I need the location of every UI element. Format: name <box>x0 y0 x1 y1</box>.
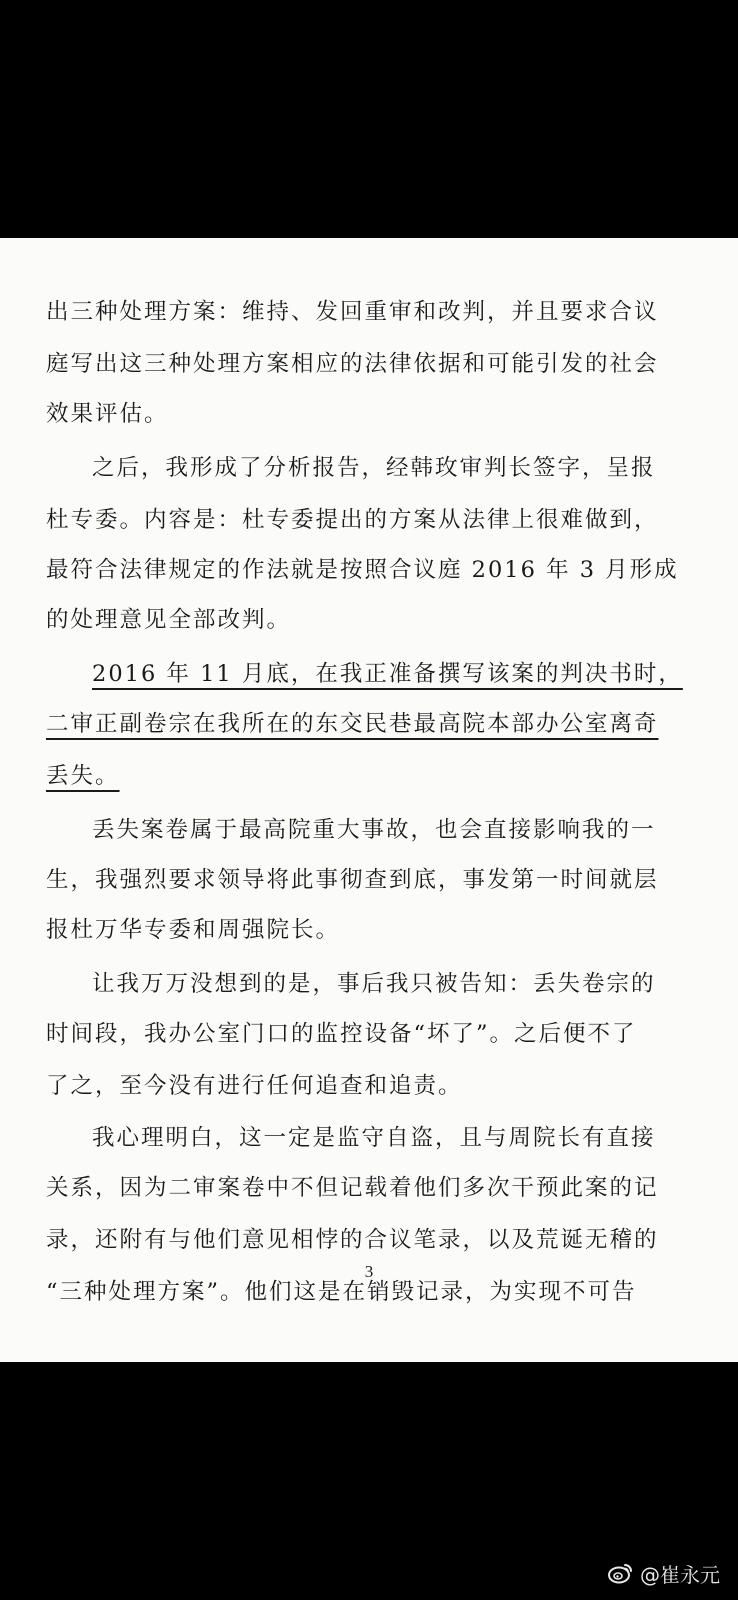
text-line: 2016 年 11 月底，在我正准备撰写该案的判决书时， <box>92 661 683 687</box>
text-line: 二审正副卷宗在我所在的东交民巷最高院本部办公室离奇 <box>46 711 659 737</box>
text-line: 丢失。 <box>46 763 120 789</box>
text-line: 最符合法律规定的作法就是按照合议庭 2016 年 3 月形成 <box>46 557 679 583</box>
text-line: 效果评估。 <box>46 401 169 427</box>
text-line: 录，还附有与他们意见相悖的合议笔录，以及荒诞无稽的 <box>46 1227 659 1253</box>
weibo-logo-icon <box>608 1562 634 1584</box>
text-line: 之后，我形成了分析报告，经韩玫审判长签字，呈报 <box>92 455 656 481</box>
text-line: 生，我强烈要求领导将此事彻查到底，事发第一时间就层 <box>46 867 659 893</box>
text-line: 时间段，我办公室门口的监控设备“坏了”。之后便不了 <box>46 1021 637 1047</box>
text-line: “三种处理方案”。他们这是在销毁记录，为实现不可告 <box>46 1279 637 1305</box>
text-line: 让我万万没想到的是，事后我只被告知：丢失卷宗的 <box>92 971 656 997</box>
text-line: 杜专委。内容是：杜专委提出的方案从法律上很难做到， <box>46 507 659 533</box>
text-line: 关系，因为二审案卷中不但记载着他们多次干预此案的记 <box>46 1175 659 1201</box>
text-line: 我心理明白，这一定是监守自盗，且与周院长有直接 <box>92 1125 656 1151</box>
page-number: 3 <box>364 1262 374 1281</box>
text-line: 了之，至今没有进行任何追查和追责。 <box>46 1073 463 1099</box>
text-line: 报杜万华专委和周强院长。 <box>46 917 341 943</box>
weibo-watermark <box>608 1558 720 1588</box>
text-line: 丢失案卷属于最高院重大事故，也会直接影响我的一 <box>92 817 656 843</box>
text-line: 的处理意见全部改判。 <box>46 607 292 633</box>
text-line: 庭写出这三种处理方案相应的法律依据和可能引发的社会 <box>46 351 659 377</box>
document-page <box>0 238 738 1362</box>
watermark-text: @崔永元 <box>640 1562 720 1587</box>
text-line: 出三种处理方案：维持、发回重审和改判，并且要求合议 <box>46 299 659 325</box>
